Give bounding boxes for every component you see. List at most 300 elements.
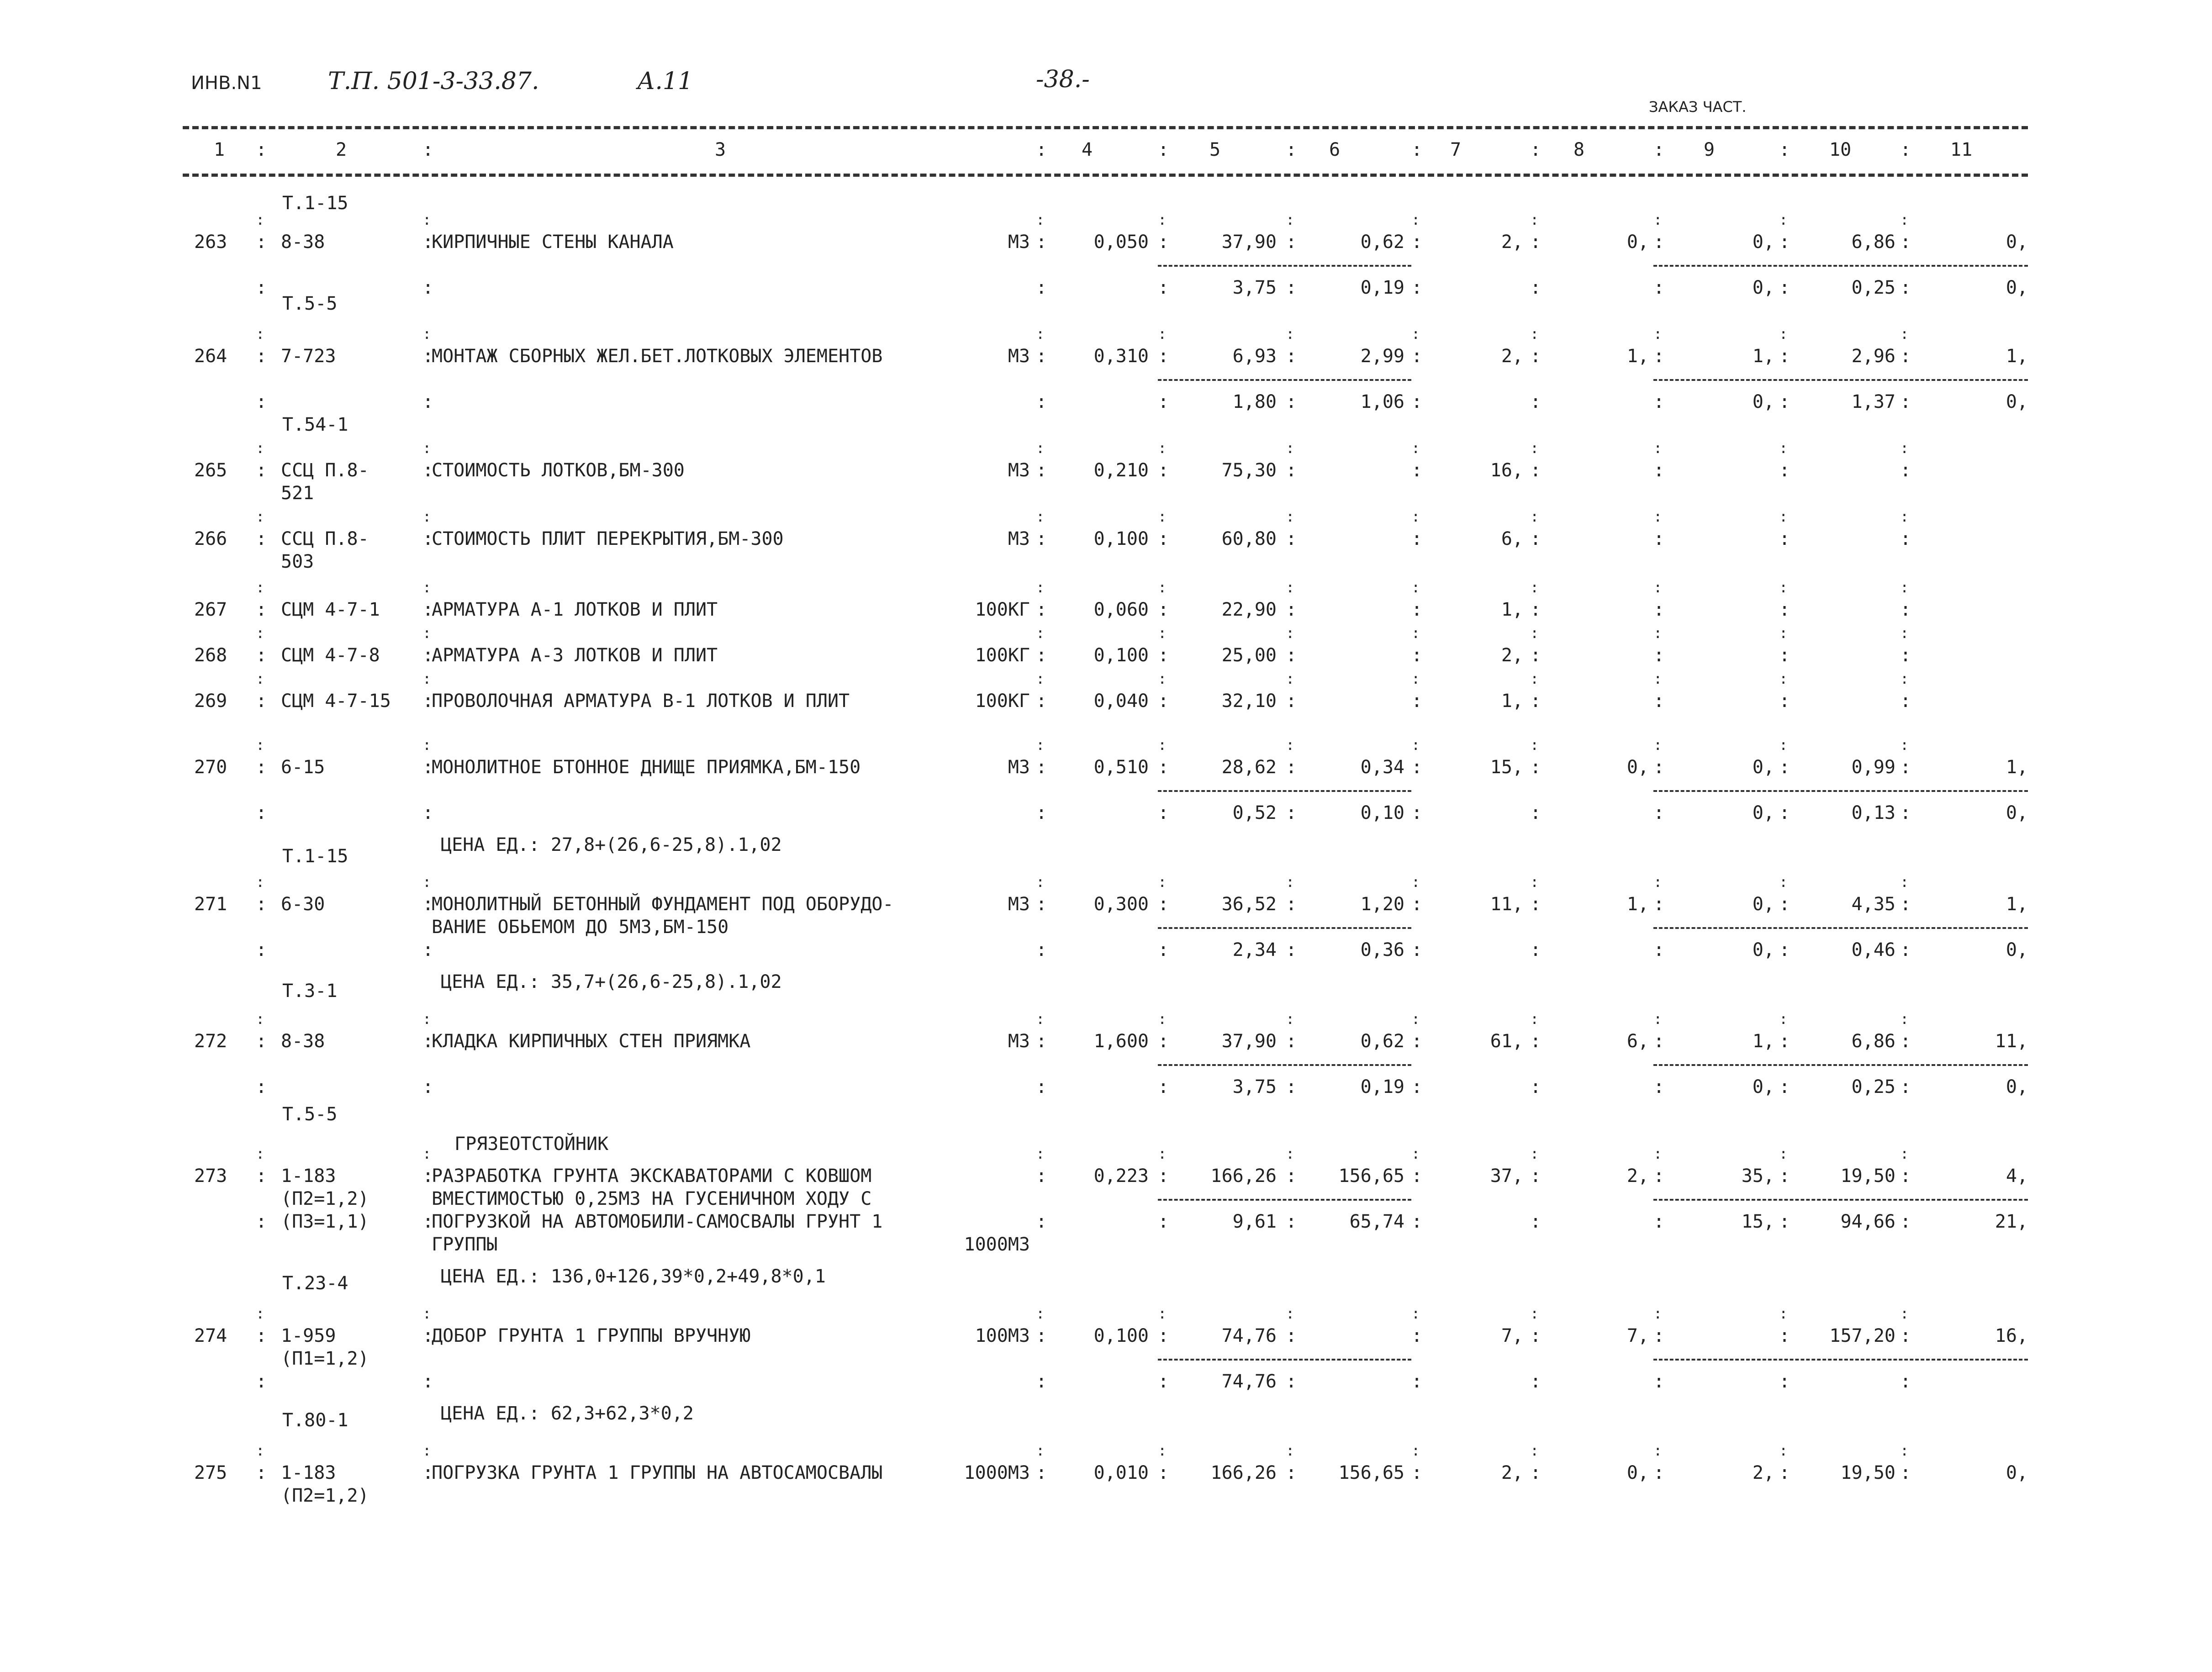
row-number: 271 xyxy=(194,894,227,915)
column-separator: : xyxy=(1286,139,1297,160)
sub-cell-c5: 0,52 xyxy=(1232,802,1277,823)
column-separator: : xyxy=(1036,1076,1047,1097)
rate-code: СЦМ 4-7-15 xyxy=(281,691,391,712)
row-number: 275 xyxy=(194,1462,227,1483)
column-separator: : xyxy=(1779,1211,1790,1232)
order-part-label: ЗАКАЗ ЧАСТ. xyxy=(1649,98,1747,116)
column-separator: : xyxy=(256,1462,267,1483)
cell-c10: 0,99 xyxy=(1851,757,1895,778)
column-separator: : xyxy=(1779,460,1790,481)
column-separator: : xyxy=(1900,211,1909,228)
sub-divider xyxy=(1158,1064,1411,1066)
column-separator: : xyxy=(1036,624,1045,642)
sub-cell-c11: 0, xyxy=(2006,802,2028,823)
column-separator: : xyxy=(1779,873,1788,891)
column-separator: : xyxy=(1158,757,1169,778)
cell-c9: 0, xyxy=(1752,757,1774,778)
column-separator: : xyxy=(256,873,265,891)
cell-c5: 37,90 xyxy=(1221,1031,1277,1052)
column-separator: : xyxy=(1158,508,1167,525)
norm-reference: Т.5-5 xyxy=(282,1104,338,1125)
column-separator: : xyxy=(256,1076,267,1097)
column-separator: : xyxy=(1286,645,1297,666)
column-separator: : xyxy=(1158,232,1169,253)
column-separator: : xyxy=(1653,691,1665,712)
column-separator: : xyxy=(1900,1166,1911,1187)
column-separator: : xyxy=(1411,624,1420,642)
rate-code: 7-723 xyxy=(281,346,336,367)
sub-cell-c6: 0,10 xyxy=(1360,802,1404,823)
sub-cell-c9: 0, xyxy=(1752,939,1774,960)
work-description: ПРОВОЛОЧНАЯ АРМАТУРА В-1 ЛОТКОВ И ПЛИТ xyxy=(432,691,850,712)
sub-cell-c10: 0,13 xyxy=(1851,802,1895,823)
cell-c11: 1, xyxy=(2006,346,2028,367)
work-description: ВАНИЕ ОБЬЕМОМ ДО 5М3,БМ-150 xyxy=(432,917,729,938)
project-code: Т.П. 501-3-33.87. xyxy=(328,68,539,95)
column-separator: : xyxy=(1900,139,1911,160)
column-separator: : xyxy=(1158,1371,1169,1392)
column-separator: : xyxy=(1900,691,1911,712)
cell-c11: 1, xyxy=(2006,757,2028,778)
column-separator: : xyxy=(1779,277,1790,298)
column-separator: : xyxy=(1653,1211,1665,1232)
column-separator: : xyxy=(422,528,434,549)
column-separator: : xyxy=(1653,439,1663,457)
cell-c4: 0,310 xyxy=(1093,346,1149,367)
unit-price-formula: ЦЕНА ЕД.: 35,7+(26,6-25,8).1,02 xyxy=(441,971,782,992)
column-separator: : xyxy=(1286,1166,1297,1187)
column-separator: : xyxy=(1530,439,1539,457)
cell-c7: 7, xyxy=(1501,1325,1523,1346)
sub-cell-c5: 74,76 xyxy=(1221,1371,1277,1392)
column-separator: : xyxy=(1653,802,1665,823)
cell-c10: 6,86 xyxy=(1851,232,1895,253)
column-separator: : xyxy=(1158,873,1167,891)
column-separator: : xyxy=(1653,645,1665,666)
column-separator: : xyxy=(1779,1442,1788,1459)
cell-c7: 15, xyxy=(1490,757,1523,778)
sub-divider xyxy=(1653,379,2028,381)
column-separator: : xyxy=(1036,579,1045,596)
column-separator: : xyxy=(1779,1325,1790,1346)
unit-price-formula: ЦЕНА ЕД.: 27,8+(26,6-25,8).1,02 xyxy=(441,834,782,855)
column-separator: : xyxy=(256,1305,265,1322)
column-separator: : xyxy=(256,736,265,754)
column-separator: : xyxy=(256,1371,267,1392)
row-number: 267 xyxy=(194,599,227,620)
column-separator: : xyxy=(1036,1305,1045,1322)
column-separator: : xyxy=(1779,1031,1790,1052)
column-separator: : xyxy=(422,1371,434,1392)
cell-c4: 0,050 xyxy=(1093,232,1149,253)
column-separator: : xyxy=(256,624,265,642)
column-separator: : xyxy=(1653,939,1665,960)
column-separator: : xyxy=(1036,1442,1045,1459)
sub-divider xyxy=(1158,379,1411,381)
norm-reference: Т.1-15 xyxy=(282,846,348,867)
column-separator: : xyxy=(256,460,267,481)
column-separator: : xyxy=(1900,736,1909,754)
rate-code: 1-183 xyxy=(281,1462,336,1483)
column-separator: : xyxy=(1779,346,1790,367)
column-separator: : xyxy=(256,802,267,823)
rate-code: 6-30 xyxy=(281,894,325,915)
norm-reference: Т.3-1 xyxy=(282,981,338,1002)
column-separator: : xyxy=(1411,1371,1423,1392)
column-separator: : xyxy=(1411,439,1420,457)
column-separator: : xyxy=(422,691,434,712)
column-separator: : xyxy=(1653,1166,1665,1187)
column-separator: : xyxy=(1036,508,1045,525)
sub-divider xyxy=(1653,790,2028,792)
column-separator: : xyxy=(256,1325,267,1346)
column-separator: : xyxy=(1900,460,1911,481)
column-separator: : xyxy=(1900,645,1911,666)
column-separator: : xyxy=(1286,579,1295,596)
rate-code: 1-959 xyxy=(281,1325,336,1346)
column-separator: : xyxy=(1530,691,1542,712)
column-separator: : xyxy=(1286,1076,1297,1097)
sub-cell-c6: 0,19 xyxy=(1360,1076,1404,1097)
cell-c5: 25,00 xyxy=(1221,645,1277,666)
column-separator: : xyxy=(1411,670,1420,687)
column-separator: : xyxy=(1036,691,1047,712)
norm-reference: Т.54-1 xyxy=(282,414,348,435)
column-separator: : xyxy=(256,211,265,228)
row-number: 270 xyxy=(194,757,227,778)
cell-c8: 2, xyxy=(1626,1166,1649,1187)
column-separator: : xyxy=(422,232,434,253)
unit-of-measure: М3 xyxy=(1008,232,1030,253)
column-separator: : xyxy=(1653,599,1665,620)
column-separator: : xyxy=(1653,1305,1663,1322)
sub-cell-c6: 65,74 xyxy=(1349,1211,1404,1232)
cell-c5: 166,26 xyxy=(1210,1166,1277,1187)
column-separator: : xyxy=(422,346,434,367)
column-separator: : xyxy=(1779,599,1790,620)
column-separator: : xyxy=(1411,232,1423,253)
column-separator: : xyxy=(1530,1462,1542,1483)
cell-c5: 60,80 xyxy=(1221,528,1277,549)
cell-c11: 11, xyxy=(1995,1031,2028,1052)
column-separator: : xyxy=(1411,1031,1423,1052)
column-separator: : xyxy=(256,325,265,343)
cell-c7: 61, xyxy=(1490,1031,1523,1052)
column-separator: : xyxy=(1779,579,1788,596)
column-separator: : xyxy=(1286,894,1297,915)
cell-c7: 1, xyxy=(1501,599,1523,620)
top-rule xyxy=(183,126,2028,129)
column-separator: : xyxy=(422,1166,434,1187)
column-separator: : xyxy=(1530,508,1539,525)
rate-code: (П2=1,2) xyxy=(281,1485,369,1506)
sub-cell-c9: 15, xyxy=(1741,1211,1774,1232)
column-separator: : xyxy=(1530,736,1539,754)
column-separator: : xyxy=(1158,599,1169,620)
column-separator: : xyxy=(1900,757,1911,778)
sub-cell-c6: 0,19 xyxy=(1360,277,1404,298)
cell-c8: 0, xyxy=(1626,232,1649,253)
column-separator: : xyxy=(1158,139,1169,160)
column-separator: : xyxy=(1653,460,1665,481)
unit-of-measure: М3 xyxy=(1008,1031,1030,1052)
work-description: СТОИМОСТЬ ПЛИТ ПЕРЕКРЫТИЯ,БМ-300 xyxy=(432,528,784,549)
column-separator: : xyxy=(1411,894,1423,915)
column-separator: : xyxy=(1286,736,1295,754)
column-separator: : xyxy=(1158,1031,1169,1052)
inventory-number: ИНВ.N1 xyxy=(191,73,262,94)
column-separator: : xyxy=(1900,528,1911,549)
column-separator: : xyxy=(1158,460,1169,481)
norm-reference: Т.23-4 xyxy=(282,1273,348,1294)
column-separator: : xyxy=(1779,1371,1790,1392)
sub-cell-c11: 0, xyxy=(2006,1076,2028,1097)
column-separator: : xyxy=(1411,1010,1420,1028)
column-separator: : xyxy=(1653,1076,1665,1097)
column-separator: : xyxy=(1530,1371,1542,1392)
cell-c9: 2, xyxy=(1752,1462,1774,1483)
sub-divider xyxy=(1653,1359,2028,1361)
column-separator: : xyxy=(1036,1166,1047,1187)
album-number: А.11 xyxy=(637,68,693,95)
column-separator: : xyxy=(1411,139,1423,160)
column-separator: : xyxy=(422,894,434,915)
column-separator: : xyxy=(422,873,432,891)
column-separator: : xyxy=(422,391,434,412)
sub-divider xyxy=(1158,265,1411,267)
column-separator: : xyxy=(422,1211,434,1232)
sub-cell-c5: 9,61 xyxy=(1232,1211,1277,1232)
unit-of-measure: М3 xyxy=(1008,460,1030,481)
column-separator: : xyxy=(1411,1076,1423,1097)
column-separator: : xyxy=(1036,1211,1047,1232)
column-separator: : xyxy=(1653,211,1663,228)
sub-cell-c11: 21, xyxy=(1995,1211,2028,1232)
cell-c7: 16, xyxy=(1490,460,1523,481)
unit-of-measure: 1000М3 xyxy=(964,1462,1030,1483)
column-separator: : xyxy=(1653,873,1663,891)
sub-divider xyxy=(1158,927,1411,929)
column-separator: : xyxy=(422,645,434,666)
column-separator: : xyxy=(422,508,432,525)
column-separator: : xyxy=(1653,1462,1665,1483)
cell-c11: 4, xyxy=(2006,1166,2028,1187)
sub-cell-c6: 0,36 xyxy=(1360,939,1404,960)
rate-code: 6-15 xyxy=(281,757,325,778)
column-separator: : xyxy=(1158,1166,1169,1187)
column-separator: : xyxy=(1779,232,1790,253)
row-number: 266 xyxy=(194,528,227,549)
column-separator: : xyxy=(1530,325,1539,343)
column-separator: : xyxy=(1900,579,1909,596)
column-separator: : xyxy=(1779,1076,1790,1097)
column-separator: : xyxy=(422,1325,434,1346)
rate-code: 1-183 xyxy=(281,1166,336,1187)
column-separator: : xyxy=(1036,211,1045,228)
column-separator: : xyxy=(256,528,267,549)
column-separator: : xyxy=(256,579,265,596)
column-separator: : xyxy=(1411,579,1420,596)
column-separator: : xyxy=(422,624,432,642)
column-separator: : xyxy=(1036,1325,1047,1346)
column-separator: : xyxy=(1779,894,1790,915)
column-separator: : xyxy=(1158,670,1167,687)
column-separator: : xyxy=(1286,391,1297,412)
column-separator: : xyxy=(1036,139,1047,160)
column-separator: : xyxy=(1779,1010,1788,1028)
rate-code: (П1=1,2) xyxy=(281,1348,369,1369)
column-separator: : xyxy=(1653,325,1663,343)
cell-c5: 37,90 xyxy=(1221,232,1277,253)
column-separator: : xyxy=(1411,1325,1423,1346)
work-description: РАЗРАБОТКА ГРУНТА ЭКСКАВАТОРАМИ С КОВШОМ xyxy=(432,1166,872,1187)
column-separator: : xyxy=(1900,894,1911,915)
column-separator: : xyxy=(1036,757,1047,778)
column-separator: : xyxy=(422,757,434,778)
column-separator: : xyxy=(1158,624,1167,642)
unit-of-measure: 100КГ xyxy=(975,599,1030,620)
column-separator: : xyxy=(1286,802,1297,823)
column-separator: : xyxy=(256,691,267,712)
column-separator: : xyxy=(256,277,267,298)
column-separator: : xyxy=(1286,439,1295,457)
row-number: 265 xyxy=(194,460,227,481)
column-separator: : xyxy=(1286,691,1297,712)
column-separator: : xyxy=(1779,691,1790,712)
column-separator: : xyxy=(1530,139,1542,160)
column-separator: : xyxy=(422,277,434,298)
cell-c7: 1, xyxy=(1501,691,1523,712)
cell-c10: 6,86 xyxy=(1851,1031,1895,1052)
column-separator: : xyxy=(256,894,267,915)
column-separator: : xyxy=(422,1076,434,1097)
column-separator: : xyxy=(1036,346,1047,367)
column-separator: : xyxy=(1286,1442,1295,1459)
cell-c7: 2, xyxy=(1501,232,1523,253)
column-separator: : xyxy=(1411,802,1423,823)
column-separator: : xyxy=(1411,1145,1420,1162)
cell-c4: 0,040 xyxy=(1093,691,1149,712)
column-separator: : xyxy=(1158,894,1169,915)
column-separator: : xyxy=(1530,624,1539,642)
column-number: 11 xyxy=(1950,139,1973,160)
row-number: 273 xyxy=(194,1166,227,1187)
column-separator: : xyxy=(1779,1166,1790,1187)
cell-c6: 1,20 xyxy=(1360,894,1404,915)
column-separator: : xyxy=(1530,757,1542,778)
column-separator: : xyxy=(1411,508,1420,525)
column-separator: : xyxy=(1158,1325,1169,1346)
column-separator: : xyxy=(1286,232,1297,253)
column-separator: : xyxy=(1900,1076,1911,1097)
column-separator: : xyxy=(1653,1145,1663,1162)
column-separator: : xyxy=(1779,624,1788,642)
column-separator: : xyxy=(422,802,434,823)
column-separator: : xyxy=(1900,439,1909,457)
column-separator: : xyxy=(1158,1442,1167,1459)
column-separator: : xyxy=(1286,211,1295,228)
column-separator: : xyxy=(1900,939,1911,960)
column-separator: : xyxy=(1286,624,1295,642)
column-separator: : xyxy=(1530,211,1539,228)
column-separator: : xyxy=(1286,599,1297,620)
column-number: 6 xyxy=(1329,139,1341,160)
sub-cell-c10: 0,25 xyxy=(1851,277,1895,298)
column-separator: : xyxy=(1286,508,1295,525)
cell-c11: 1, xyxy=(2006,894,2028,915)
column-separator: : xyxy=(422,1462,434,1483)
cell-c4: 0,100 xyxy=(1093,645,1149,666)
column-separator: : xyxy=(1530,802,1542,823)
column-separator: : xyxy=(1779,508,1788,525)
cell-c10: 4,35 xyxy=(1851,894,1895,915)
column-separator: : xyxy=(1900,802,1911,823)
column-separator: : xyxy=(1530,939,1542,960)
cell-c4: 0,210 xyxy=(1093,460,1149,481)
row-number: 272 xyxy=(194,1031,227,1052)
cell-c8: 0, xyxy=(1626,757,1649,778)
column-separator: : xyxy=(1779,325,1788,343)
work-description: ДОБОР ГРУНТА 1 ГРУППЫ ВРУЧНУЮ xyxy=(432,1325,751,1346)
column-separator: : xyxy=(256,1010,265,1028)
column-separator: : xyxy=(1286,670,1295,687)
column-separator: : xyxy=(1036,528,1047,549)
column-separator: : xyxy=(1900,391,1911,412)
rate-code: СЦМ 4-7-8 xyxy=(281,645,380,666)
column-separator: : xyxy=(1036,325,1045,343)
cell-c4: 0,100 xyxy=(1093,1325,1149,1346)
column-separator: : xyxy=(1900,1305,1909,1322)
cell-c5: 6,93 xyxy=(1232,346,1277,367)
column-separator: : xyxy=(422,1145,432,1162)
column-separator: : xyxy=(1411,1166,1423,1187)
column-separator: : xyxy=(1653,346,1665,367)
column-separator: : xyxy=(256,1211,267,1232)
column-number: 10 xyxy=(1829,139,1852,160)
unit-price-formula: ЦЕНА ЕД.: 136,0+126,39*0,2+49,8*0,1 xyxy=(441,1266,826,1287)
norm-reference: Т.5-5 xyxy=(282,293,338,314)
column-number: 2 xyxy=(336,139,347,160)
column-separator: : xyxy=(1036,1462,1047,1483)
column-separator: : xyxy=(1286,939,1297,960)
column-separator: : xyxy=(1779,645,1790,666)
column-separator: : xyxy=(1158,1462,1169,1483)
unit-of-measure: М3 xyxy=(1008,528,1030,549)
unit-of-measure: М3 xyxy=(1008,894,1030,915)
sub-cell-c5: 1,80 xyxy=(1232,391,1277,412)
column-separator: : xyxy=(1653,736,1663,754)
column-separator: : xyxy=(1286,1031,1297,1052)
cell-c10: 19,50 xyxy=(1840,1166,1895,1187)
column-separator: : xyxy=(1653,1371,1665,1392)
column-separator: : xyxy=(1036,1371,1047,1392)
column-separator: : xyxy=(256,346,267,367)
cell-c8: 1, xyxy=(1626,894,1649,915)
rate-code: СЦМ 4-7-1 xyxy=(281,599,380,620)
column-number: 9 xyxy=(1704,139,1715,160)
sub-cell-c6: 1,06 xyxy=(1360,391,1404,412)
column-separator: : xyxy=(1158,736,1167,754)
sub-cell-c9: 0, xyxy=(1752,802,1774,823)
cell-c6: 156,65 xyxy=(1338,1462,1404,1483)
column-separator: : xyxy=(1530,1325,1542,1346)
cell-c10: 157,20 xyxy=(1829,1325,1895,1346)
column-separator: : xyxy=(1158,579,1167,596)
sub-cell-c11: 0, xyxy=(2006,939,2028,960)
work-description: АРМАТУРА А-3 ЛОТКОВ И ПЛИТ xyxy=(432,645,718,666)
rate-code: 503 xyxy=(281,551,314,572)
sub-divider xyxy=(1653,1064,2028,1066)
